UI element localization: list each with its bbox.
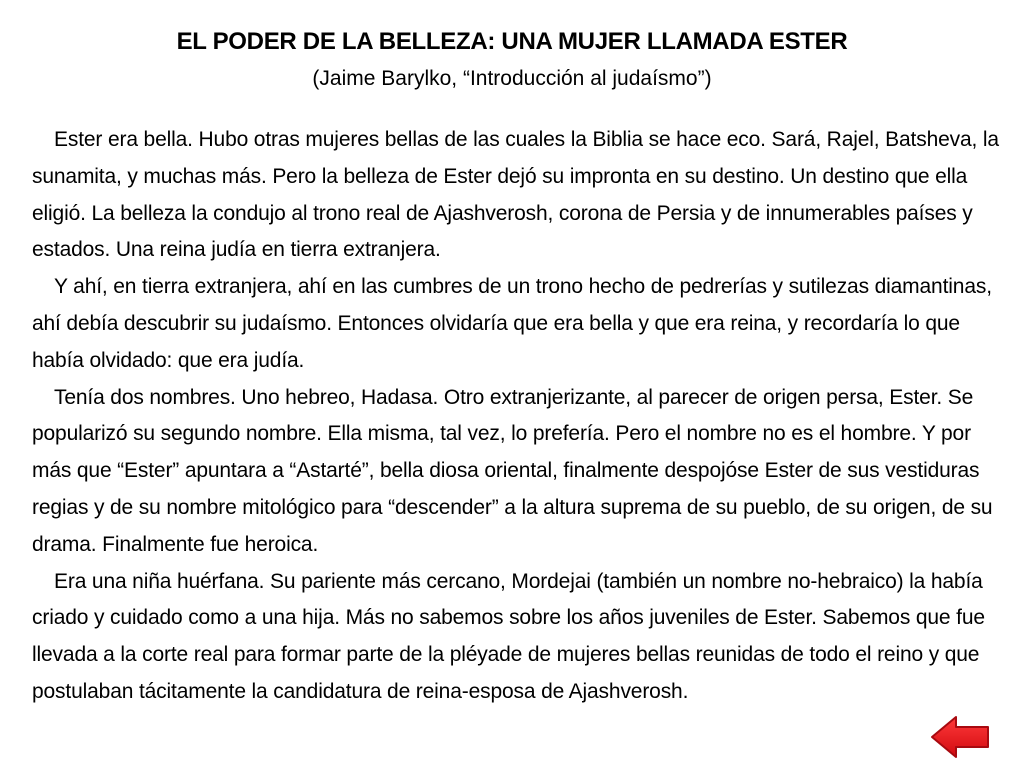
left-arrow-icon: [930, 714, 990, 760]
back-button[interactable]: [930, 714, 990, 760]
slide-subtitle: (Jaime Barylko, “Introducción al judaísmo”): [312, 67, 712, 90]
paragraph: Y ahí, en tierra extranjera, ahí en las cumbres de un trono hecho de pedrerías y sutilezas diamantinas, ahí debía descubrir su judaísmo. Entonces olvidaría que era bella y que era reina, y recordaría lo que había olvidado: que era judía.: [32, 275, 992, 372]
paragraph: Ester era bella. Hubo otras mujeres bellas de las cuales la Biblia se hace eco. Sará, Rajel, Batsheva, la sunamita, y muchas más. Pero la belleza de Ester dejó su impronta en su destino. Un destino que ella eligió. La belleza la condujo al trono real de Ajashverosh, corona de Persia y de innumerables países y estados. Una reina judía en tierra extranjera.: [32, 128, 999, 262]
slide-title: EL PODER DE LA BELLEZA: UNA MUJER LLAMADA ESTER: [176, 28, 848, 55]
arrow-shape: [932, 717, 988, 757]
paragraph: Tenía dos nombres. Uno hebreo, Hadasa. Otro extranjerizante, al parecer de origen persa, Ester. Se popularizó su segundo nombre. Ella misma, tal vez, lo prefería. Pero el nombre no es el hombre. Y por más que “Ester” apuntara a “Astarté”, bella diosa oriental, finalmente despojóse Ester de sus vestiduras regias y de su nombre mitológico para “descender” a la altura suprema de su pueblo, de su origen, de su drama. Finalmente fue heroica.: [32, 385, 993, 556]
slide-body: [32, 122, 1000, 711]
paragraph: Era una niña huérfana. Su pariente más cercano, Mordejai (también un nombre no-hebraico) la había criado y cuidado como a una hija. Más no sabemos sobre los años juveniles de Ester. Sabemos que fue llevada a la corte real para formar parte de la pléyade de mujeres bellas reunidas de todo el reino y que postulaban tácitamente la candidatura de reina-esposa de Ajashverosh.: [32, 569, 985, 703]
